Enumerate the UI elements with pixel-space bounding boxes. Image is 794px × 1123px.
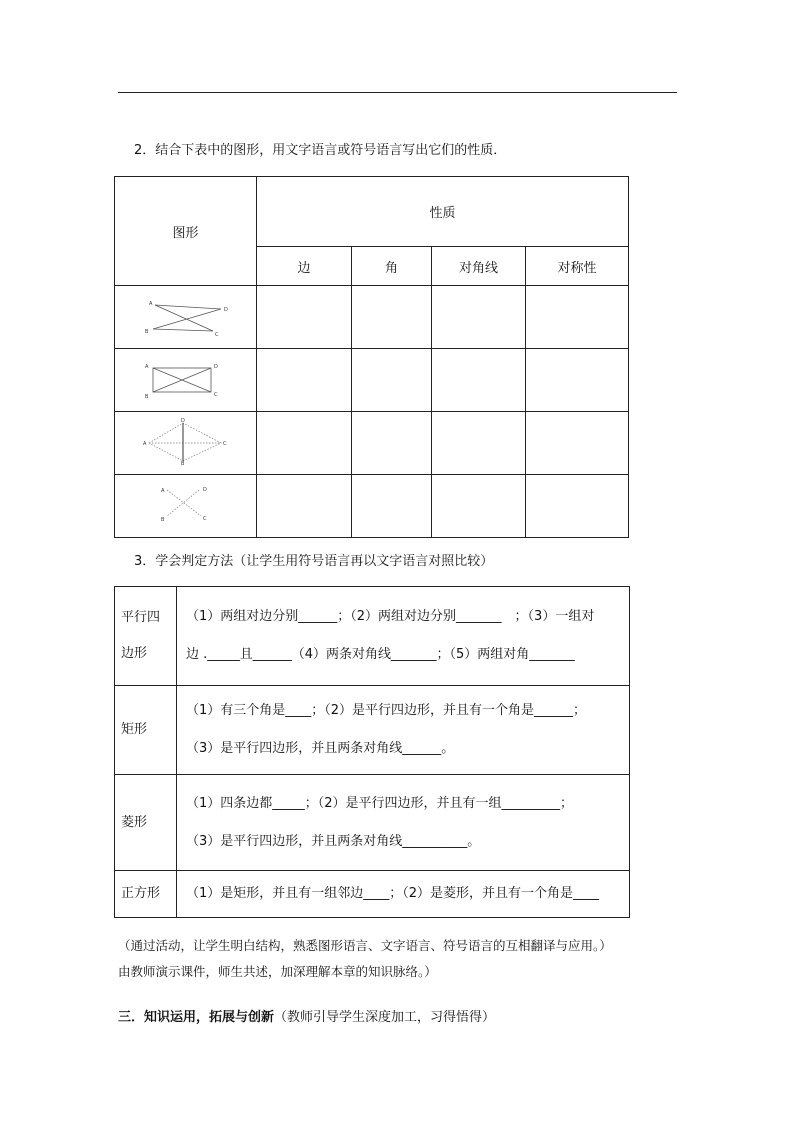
figure-cell-parallelogram xyxy=(115,286,257,349)
q3-heading: 3．学会判定方法（让学生用符号语言再以文字语言对照比较） xyxy=(134,554,494,569)
properties-table xyxy=(114,176,629,538)
criteria-line: 边 ._____且______（4）两条对角线_______；（5）两组对角_______ xyxy=(186,647,575,662)
figure-cell-rhombus xyxy=(115,412,257,475)
subcol-angle: 角 xyxy=(352,247,432,286)
vertex-label-d: D xyxy=(180,418,185,424)
criteria-line: （3）是平行四边形，并且两条对角线__________。 xyxy=(186,833,481,849)
criteria-line: （1）是矩形，并且有一组邻边____；（2）是菱形，并且有一个角是____ xyxy=(186,886,600,901)
subcol-symmetry: 对称性 xyxy=(526,247,629,286)
vertex-label-a: A xyxy=(142,441,146,447)
section-3-rest: （教师引导学生深度加工，习得悟得） xyxy=(274,1010,496,1025)
subcol-side: 边 xyxy=(257,247,352,286)
vertex-label-d: D xyxy=(213,364,218,370)
vertex-label-b: B xyxy=(160,517,164,523)
header-rule xyxy=(118,92,677,93)
square-figure xyxy=(131,480,241,528)
vertex-label-c: C xyxy=(202,516,206,522)
figure-cell-square xyxy=(115,475,257,538)
vertex-label-c: C xyxy=(213,392,217,398)
vertex-label-c: C xyxy=(214,332,218,338)
criteria-line: （1）两组对边分别______；（2）两组对边分别_______ ；（3）一组对 xyxy=(186,609,595,624)
parallelogram-figure xyxy=(131,291,241,339)
criteria-line: （3）是平行四边形，并且两条对角线______。 xyxy=(186,741,455,756)
shape-name-square: 正方形 xyxy=(115,871,177,918)
vertex-label-a: A xyxy=(148,301,152,307)
criteria-line: （1）有三个角是____；（2）是平行四边形，并且有一个角是______； xyxy=(186,703,587,718)
criteria-line: （1）四条边都_____；（2）是平行四边形，并且有一组_________； xyxy=(186,795,574,811)
vertex-label-b: B xyxy=(144,329,148,335)
criteria-rhombus xyxy=(177,775,630,871)
vertex-label-b: B xyxy=(180,461,184,465)
shape-name-parallelogram: 平行四 边形 xyxy=(115,587,177,686)
vertex-label-d: D xyxy=(223,307,228,313)
criteria-square xyxy=(177,871,630,918)
rhombus-figure xyxy=(131,417,241,465)
note-line-1: （通过活动，让学生明白结构，熟悉图形语言、文字语言、符号语言的互相翻译与应用。） xyxy=(118,938,612,953)
rectangle-figure xyxy=(131,354,241,402)
criteria-rectangle xyxy=(177,686,630,775)
section-3-title: 三．知识运用，拓展与创新 xyxy=(118,1010,275,1025)
figure-cell-rectangle xyxy=(115,349,257,412)
section-3-heading xyxy=(118,1006,495,1025)
shape-name-rectangle: 矩形 xyxy=(115,686,177,775)
col-property-header: 性质 xyxy=(257,177,629,247)
vertex-label-a: A xyxy=(144,364,148,370)
subcol-diagonal: 对角线 xyxy=(432,247,526,286)
shape-name-rhombus: 菱形 xyxy=(115,775,177,871)
vertex-label-d: D xyxy=(202,487,207,493)
criteria-parallelogram xyxy=(177,587,630,686)
vertex-label-b: B xyxy=(144,394,148,400)
note-line-2: 由教师演示课件，师生共述，加深理解本章的知识脉络。） xyxy=(118,964,437,979)
criteria-table xyxy=(114,586,630,918)
col-figure-header: 图形 xyxy=(115,177,257,286)
vertex-label-c: C xyxy=(222,441,226,447)
vertex-label-a: A xyxy=(160,488,164,494)
q2-heading: 2．结合下表中的图形，用文字语言或符号语言写出它们的性质． xyxy=(134,143,507,158)
